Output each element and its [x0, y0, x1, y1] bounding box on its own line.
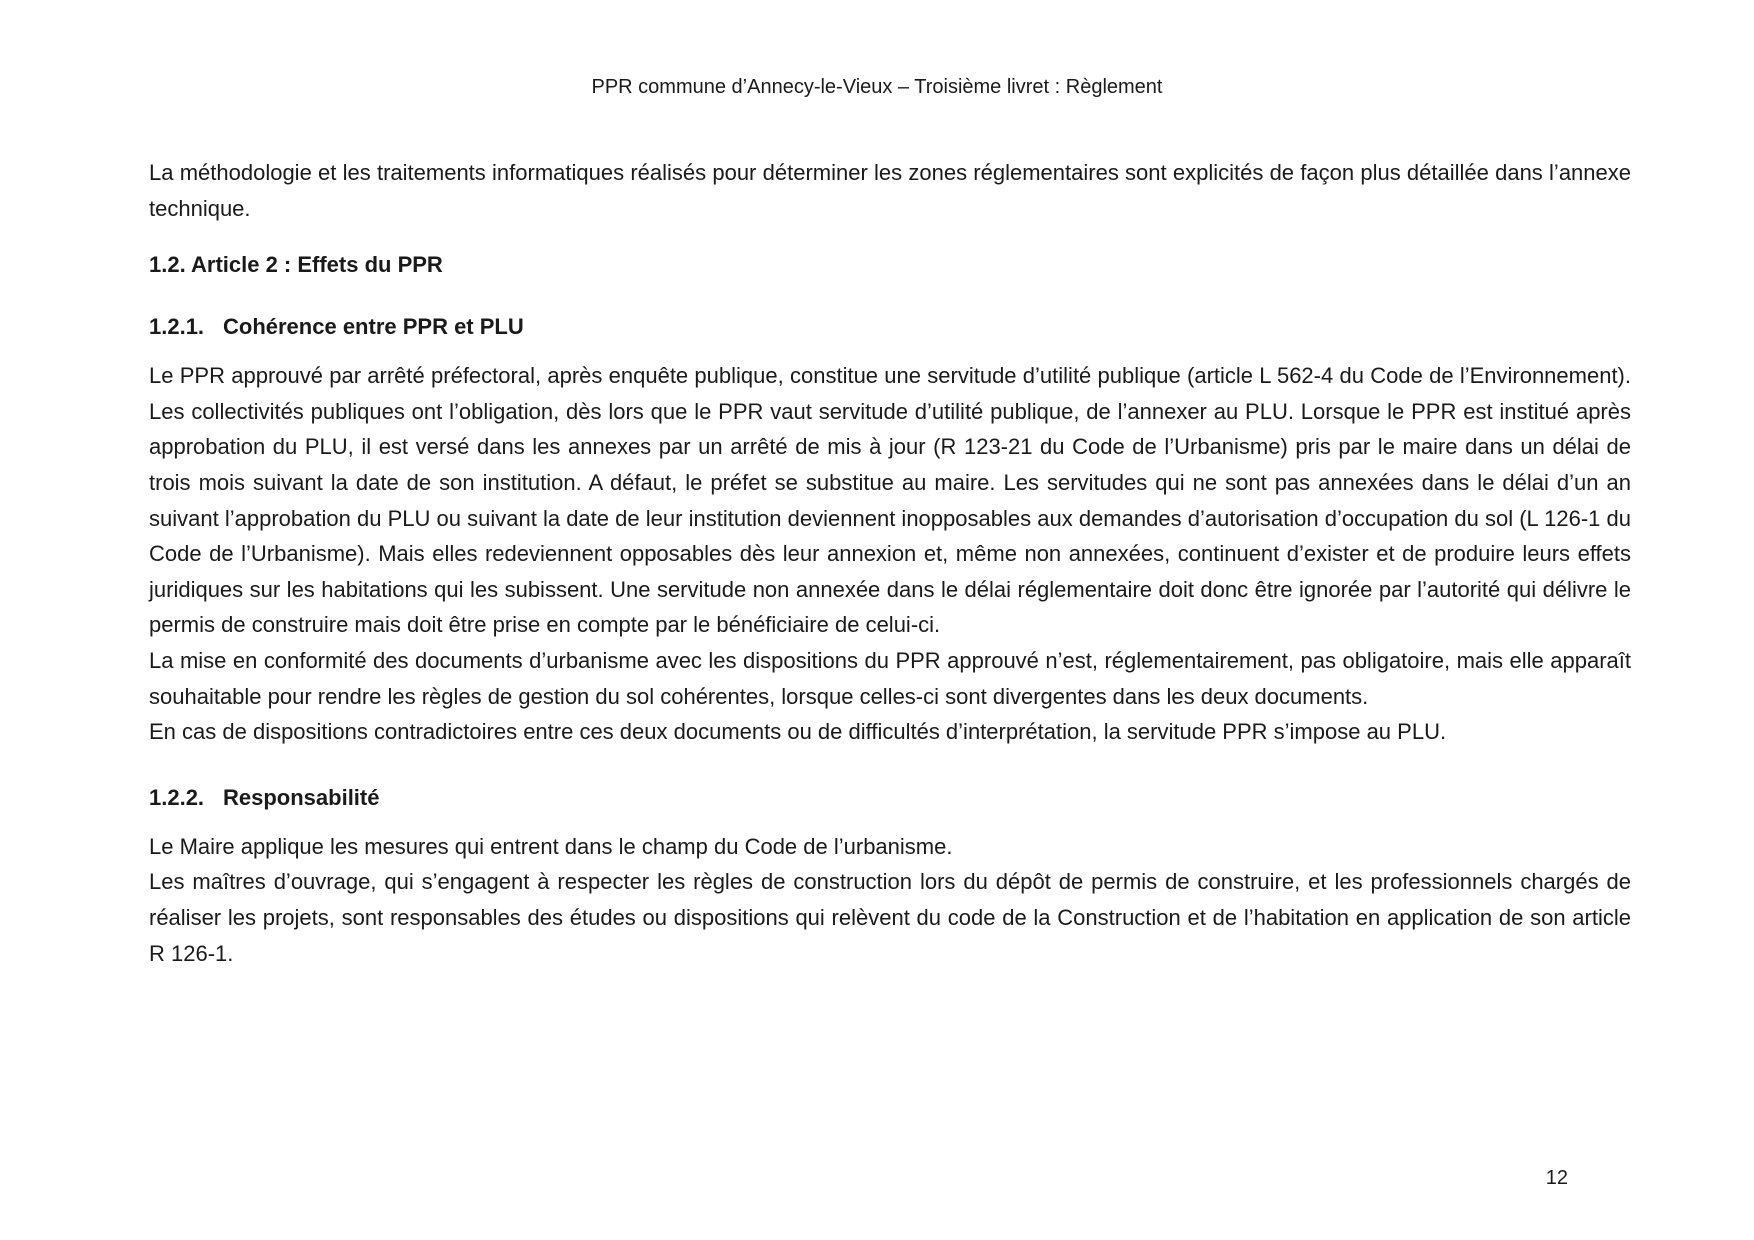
paragraph: Le PPR approuvé par arrêté préfectoral, après enquête publique, constitue une servitude d’utilité publique (article L 562-4 du Code de l’Environnement). Les collectivités publiques ont l’obligation, dès lors que le PPR vaut servitude d’utilité publique, de l’annexer au PLU. Lorsque le PPR est institué après approbation du PLU, il est versé dans les annexes par un arrêté de mis à jour (R 123-21 du Code de l’Urbanisme) pris par le maire dans un délai de trois mois suivant la date de son institution. A défaut, le préfet se substitue au maire. Les servitudes qui ne sont pas annexées dans le délai d’un an suivant l’approbation du PLU ou suivant la date de leur institution deviennent inopposables aux demandes d’autorisation d’occupation du sol (L 126-1 du Code de l’Urbanisme). Mais elles redeviennent opposables dès leur annexion et, même non annexées, continuent d’exister et de produire leurs effets juridiques sur les habitations qui les subissent. Une servitude non annexée dans le délai réglementaire doit donc être ignorée par l’autorité qui délivre le permis de construire mais doit être prise en compte par le bénéficiaire de celui-ci.: [149, 363, 1631, 638]
paragraph: Le Maire applique les mesures qui entrent dans le champ du Code de l’urbanisme.: [149, 833, 953, 859]
section-heading-coherence: [149, 313, 1631, 341]
section-number: 1.2.1.: [149, 314, 205, 340]
section-title: Responsabilité: [223, 784, 380, 810]
section-heading-responsabilite: [149, 784, 1631, 812]
section-number: 1.2.2.: [149, 784, 205, 810]
page-number: 12: [1545, 1167, 1568, 1189]
section-title: Cohérence entre PPR et PLU: [223, 314, 524, 340]
paragraph: Les maîtres d’ouvrage, qui s’engagent à respecter les règles de construction lors du dépôt de permis de construire, et les professionnels chargés de réaliser les projets, sont responsables des études ou dispositions qui relèvent du code de la Construction et de l’habitation en application de son article R 126-1.: [149, 869, 1631, 966]
paragraph: La mise en conformité des documents d’urbanisme avec les dispositions du PPR approuvé n’est, réglementairement, pas obligatoire, mais elle apparaît souhaitable pour rendre les règles de gestion du sol cohérentes, lorsque celles-ci sont divergentes dans les deux documents.: [149, 647, 1631, 709]
intro-paragraph: La méthodologie et les traitements informatiques réalisés pour déterminer les zones réglementaires sont explicités de façon plus détaillée dans l’annexe technique.: [149, 160, 1631, 221]
section-body-coherence: [149, 358, 1631, 750]
article-heading: 1.2. Article 2 : Effets du PPR: [149, 252, 443, 278]
section-body-responsabilite: [149, 829, 1631, 971]
paragraph: En cas de dispositions contradictoires entre ces deux documents ou de difficultés d’interprétation, la servitude PPR s’impose au PLU.: [149, 719, 1447, 745]
page-body: [149, 155, 1631, 971]
running-header: PPR commune d’Annecy-le-Vieux – Troisième livret : Règlement: [591, 76, 1163, 98]
